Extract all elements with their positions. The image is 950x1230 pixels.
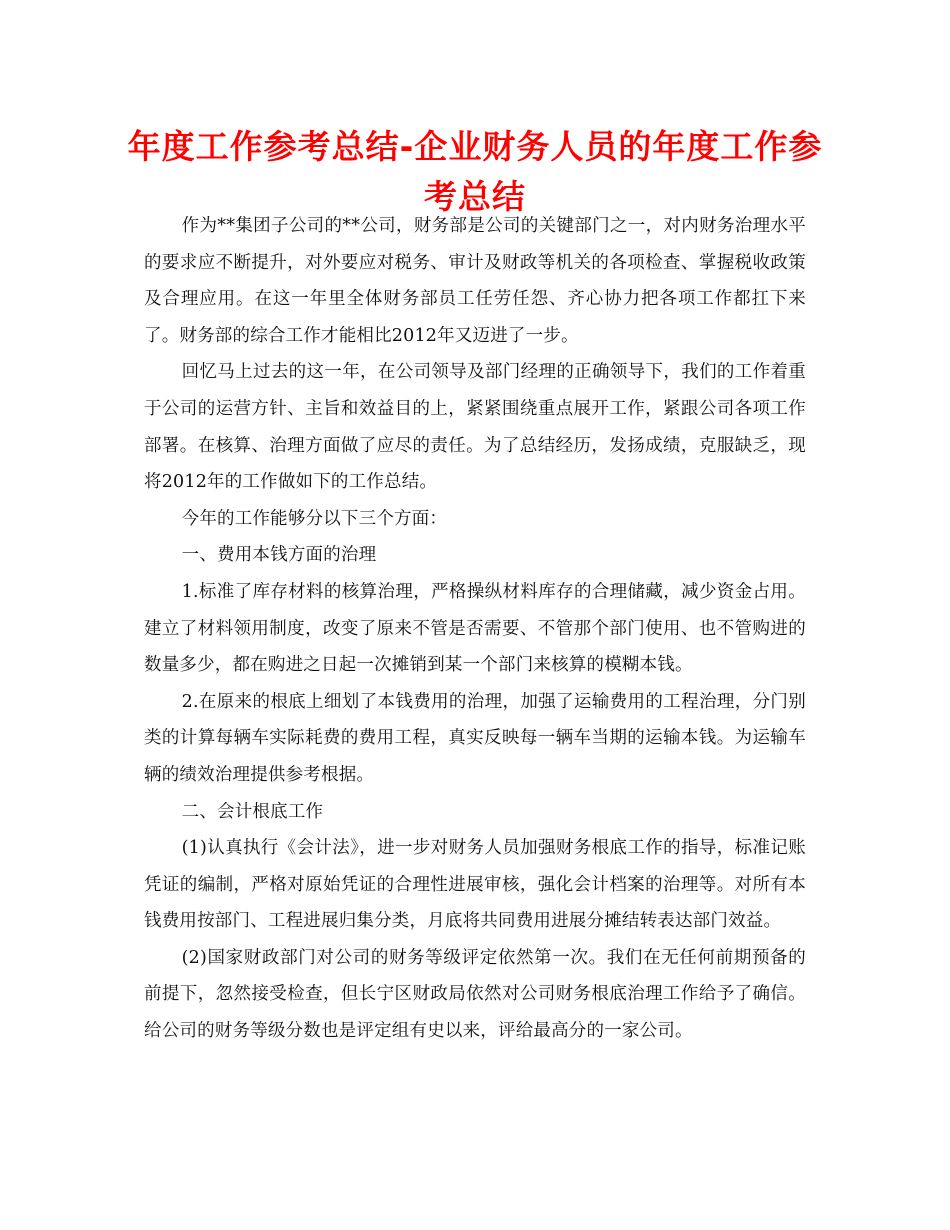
paragraph-cost-item-2: 2.在原来的根底上细划了本钱费用的治理，加强了运输费用的工程治理，分门别类的计算每辆车实际耗费的费用工程，真实反映每一辆车当期的运输本钱。为运输车辆的绩效治理提供参考根据。 — [144, 691, 806, 785]
paragraph-review: 回忆马上过去的这一年，在公司领导及部门经理的正确领导下，我们的工作着重于公司的运营方针、主旨和效益目的上，紧紧围绕重点展开工作，紧跟公司各项工作部署。在核算、治理方面做了应尽的责任。为了总结经历，发扬成绩，克服缺乏，现将2012年的工作做如下的工作总结。 — [144, 362, 806, 493]
paragraph-intro: 作为**集团子公司的**公司，财务部是公司的关键部门之一，对内财务治理水平的要求应不断提升，对外要应对税务、审计及财政等机关的各项检查、掌握税收政策及合理应用。在这一年里全体财务部员工任劳任怨、齐心协力把各项工作都扛下来了。财务部的综合工作才能相比2012年又迈进了一步。 — [144, 216, 806, 346]
paragraph-accounting-item-2: (2)国家财政部门对公司的财务等级评定依然第一次。我们在无任何前期预备的前提下，忽然接受检查，但长宁区财政局依然对公司财务根底治理工作给予了确信。给公司的财务等级分数也是评定组有史以来，评给最高分的一家公司。 — [144, 947, 806, 1042]
paragraph-accounting-item-1: (1)认真执行《会计法》，进一步对财务人员加强财务根底工作的指导，标准记账凭证的编制，严格对原始凭证的合理性进展审核，强化会计档案的治理等。对所有本钱费用按部门、工程进展归集分类，月底将共同费用进展分摊结转表达部门效益。 — [144, 838, 806, 932]
section-heading-accounting: 二、会计根底工作 — [181, 801, 324, 822]
document-title: 年度工作参考总结-企业财务人员的年度工作参考总结 — [127, 127, 823, 216]
paragraph-cost-item-1: 1.标准了库存材料的核算治理，严格操纵材料库存的合理储藏，减少资金占用。建立了材料领用制度，改变了原来不管是否需要、不管那个部门使用、也不管购进的数量多少，都在购进之日起一次摊销到某一个部门来核算的模糊本钱。 — [144, 581, 806, 676]
section-heading-cost: 一、费用本钱方面的治理 — [181, 545, 377, 566]
document-body — [144, 208, 806, 1050]
paragraph-overview: 今年的工作能够分以下三个方面： — [181, 508, 448, 529]
